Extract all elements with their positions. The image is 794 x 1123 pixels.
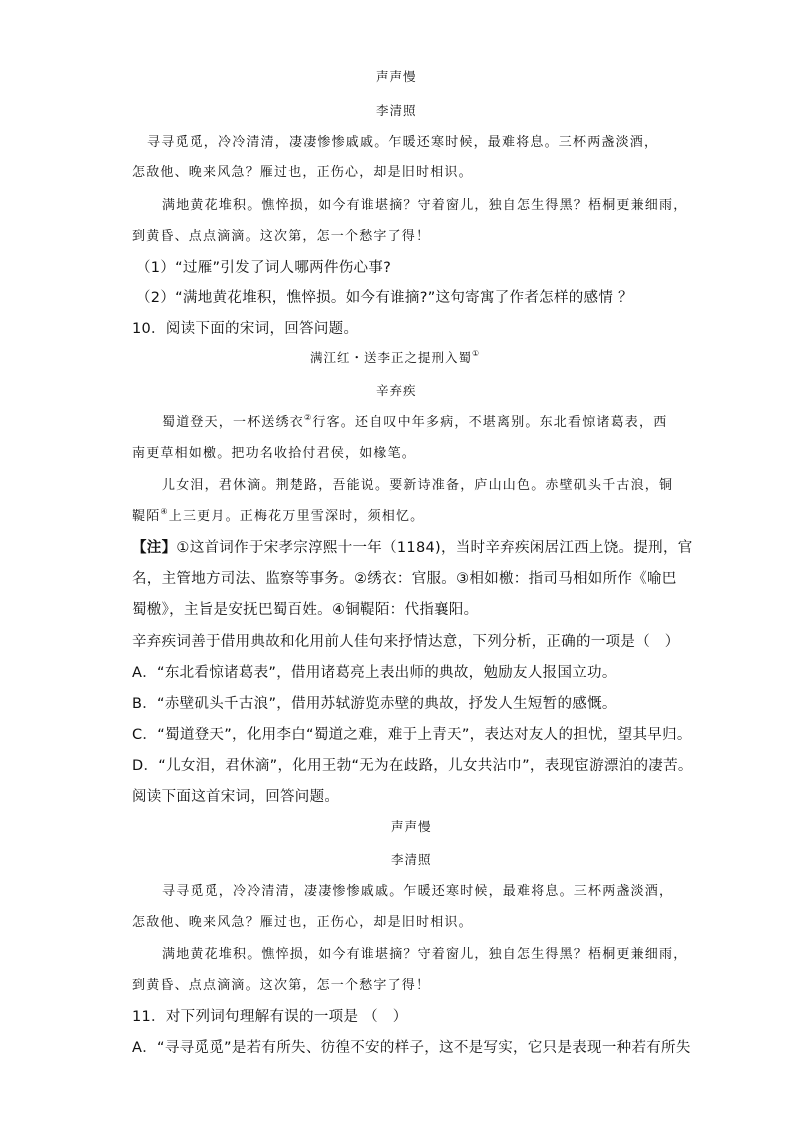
poem3-line-2: 怎敌他、晚来风急？雁过也，正伤心，却是旧时相识。 [132,915,473,930]
question-2: （2）“满地黄花堆积，憔悴损。如今有谁摘?”这句寄寓了作者怎样的感情 ？ [136,290,633,306]
option-a: A．“东北看惊诸葛表”，借用诸葛亮上表出师的典故，勉励友人报国立功。 [132,665,617,681]
note-line-2: 名，主管地方司法、监察等事务。②绣衣：官服。③相如檄：指司马相如所作《喻巴 [132,571,677,587]
poem3-line-1: 寻寻觅觅，冷冷清清，凄凄惨惨戚戚。乍暖还寒时候，最难将息。三杯两盏淡酒， [162,884,674,899]
poem1-line-2: 怎敌他、晚来风急？雁过也，正伤心，却是旧时相识。 [132,165,473,180]
poem3-title: 声声慢 [391,819,432,834]
option-b: B．“赤壁矶头千古浪”，借用苏轼游览赤壁的典故，抒发人生短暂的感慨。 [132,696,617,712]
question-1: （1）“过雁”引发了词人哪两件伤心事? [136,260,392,276]
poem1-line-1: 寻寻觅觅，冷冷清清，凄凄惨惨戚戚。乍暖还寒时候，最难将息。三杯两盏淡酒， [147,135,659,150]
poem1-title: 声声慢 [376,69,417,84]
question-stem: 辛弃疾词善于借用典故和化用前人佳句来抒情达意，下列分析，正确的一项是（ ） [132,634,680,650]
poem2-line-4: 鞮陌④上三更月。正梅花万里雪深时，须相忆。 [132,507,425,524]
poem3-line-4: 到黄昏、点点滴滴。这次第，怎一个愁字了得！ [132,978,431,993]
question-11-heading: 11．对下列词句理解有误的一项是 （ ） [132,1009,408,1025]
read-instruction: 阅读下面这首宋词，回答问题。 [132,789,340,805]
footnote-marker: ① [472,349,481,358]
poem2-title: 满江红・送李正之提刑入蜀① [310,349,481,365]
note-line-1: 【注】①这首词作于宋孝宗淳熙十一年（1184)，当时辛弃疾闲居江西上饶。提刑，官 [132,540,693,556]
note-line-3: 蜀檄》，主旨是安抚巴蜀百姓。④铜鞮陌：代指襄阳。 [132,602,479,618]
poem1-line-3: 满地黄花堆积。憔悴损，如今有谁堪摘？守着窗儿，独自怎生得黑？梧桐更兼细雨， [162,198,688,213]
poem2-line-1: 蜀道登天，一杯送绣衣②行客。还自叹中年多病，不堪离别。东北看惊诸葛表，西 [162,413,668,430]
question-11-option-a: A．“寻寻觅觅”是若有所失、彷徨不安的样子，这不是写实，它只是表现一种若有所失 [132,1040,691,1056]
footnote-marker: ④ [160,507,169,516]
note-label: 【注】 [132,540,177,556]
poem3-author: 李清照 [391,852,432,867]
poem2-author: 辛弃疾 [376,383,417,398]
footnote-marker: ② [304,413,313,422]
poem2-line-2: 南更草相如檄。把功名收拾付君侯，如椽笔。 [132,446,417,461]
poem2-line-3: 儿女泪，君休滴。荆楚路，吾能说。要新诗准备，庐山山色。赤壁矶头千古浪，铜 [162,478,674,493]
poem3-line-3: 满地黄花堆积。憔悴损，如今有谁堪摘？守着窗儿，独自怎生得黑？梧桐更兼细雨， [162,947,688,962]
question-10-heading: 10．阅读下面的宋词，回答问题。 [132,321,359,337]
poem1-line-4: 到黄昏、点点滴滴。这次第，怎一个愁字了得！ [132,229,431,244]
option-c: C．“蜀道登天”，化用李白“蜀道之难，难于上青天”，表达对友人的担忧，望其早归。 [132,727,692,743]
option-d: D．“儿女泪，君休滴”，化用王勃“无为在歧路，儿女共沾巾”，表现宦游漂泊的凄苦。 [132,758,693,774]
poem1-author: 李清照 [376,103,417,118]
